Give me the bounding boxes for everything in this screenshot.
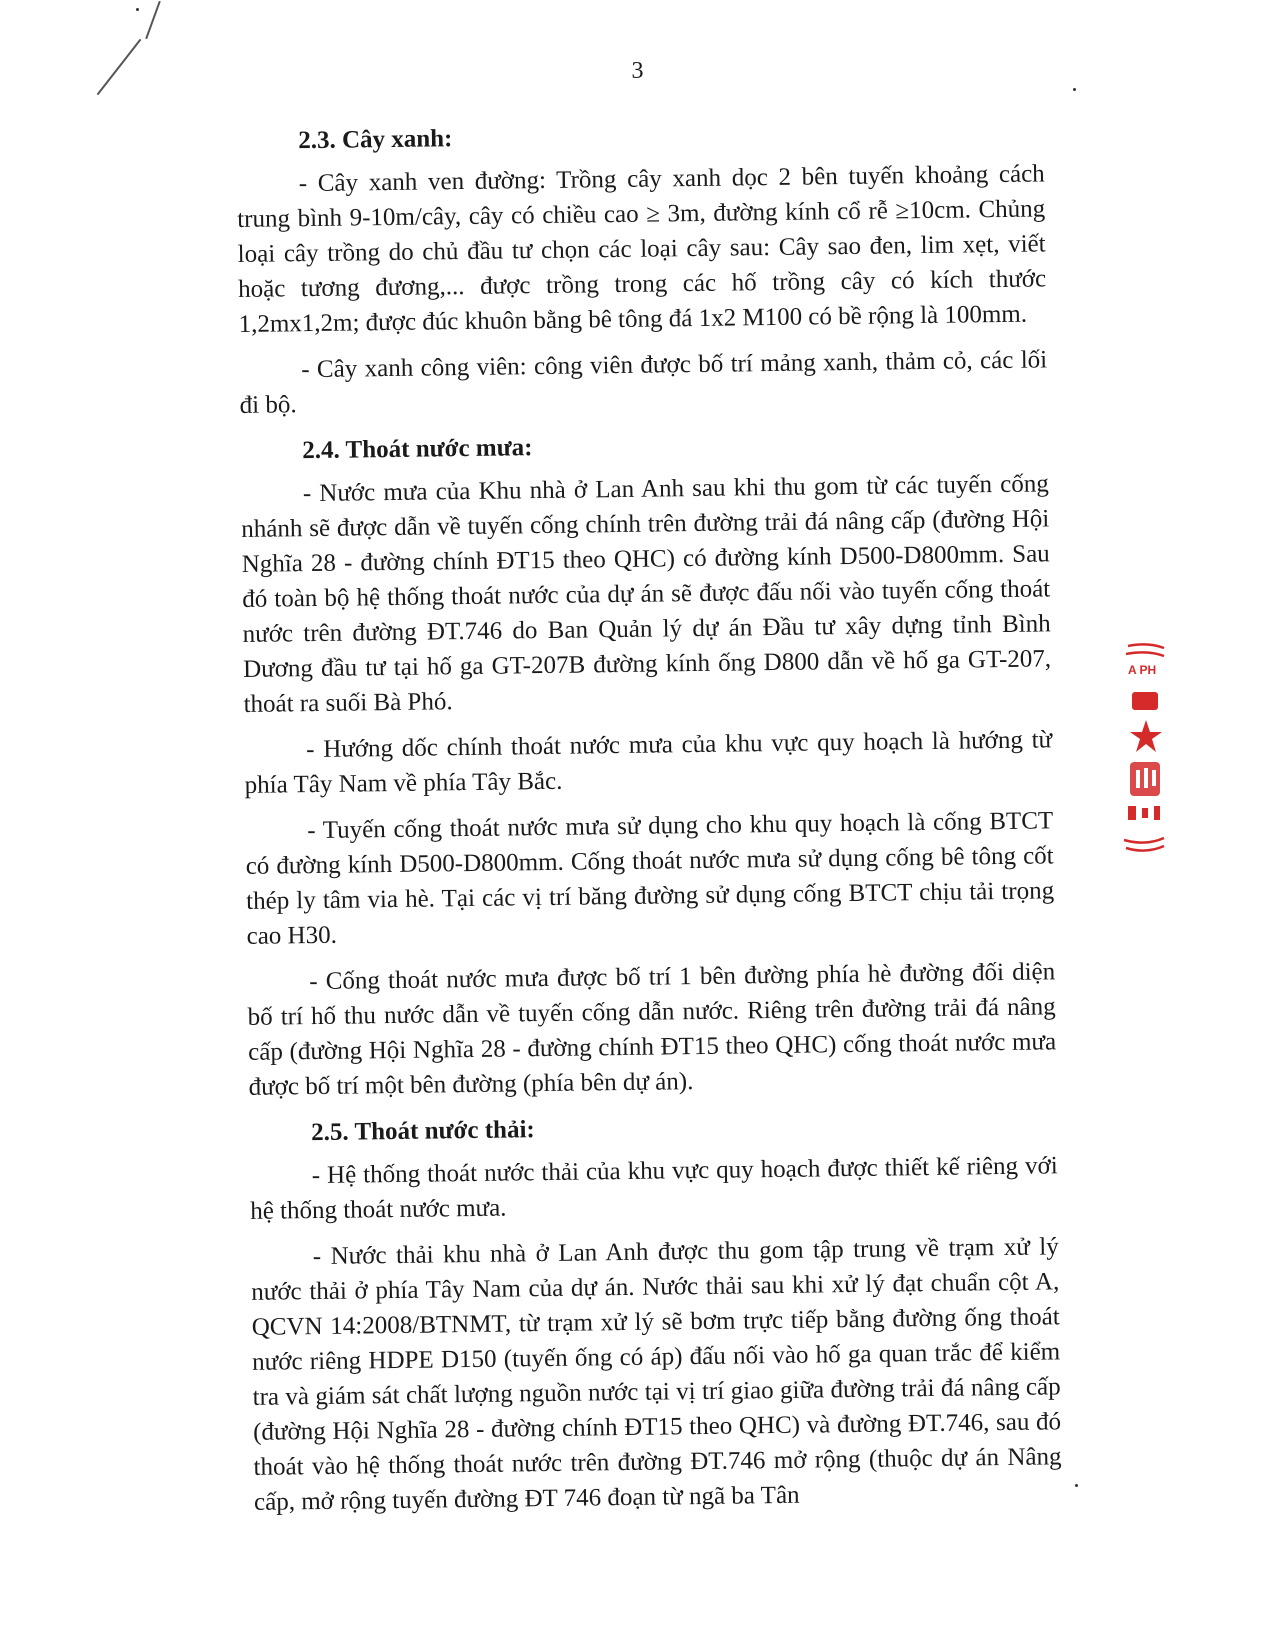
section-heading: 2.5. Thoát nước thải: (311, 1116, 535, 1147)
scan-dot (1075, 1484, 1078, 1487)
paragraph: - Nước thải khu nhà ở Lan Anh được thu gom tập trung về trạm xử lý nước thải ở phía Tây Nam của dự án. Nước thải sau khi xử lý đạt chuẩn cột A, QCVN 14:2008/BTNMT, từ trạm xử lý sẽ bơm trực tiếp bằng đường ống thoát nước riêng HDPE D150 (tuyến ống có áp) đấu nối vào hố ga quan trắc để kiểm tra và giám sát chất lượng nguồn nước tại vị trí giao giữa đường trải đá nâng cấp (đường Hội Nghĩa 28 - đường chính ĐT15 theo QHC) và đường ĐT.746, sau đó thoát vào hệ thống thoát nước trên đường ĐT.746 mở rộng (thuộc dự án Nâng cấp, mở rộng tuyến đường ĐT 746 đoạn từ ngã ba Tân (251, 1233, 1062, 1516)
scan-dot (136, 8, 139, 11)
svg-text:A PH: A PH (1128, 663, 1157, 677)
paragraph: - Cây xanh công viên: công viên được bố trí mảng xanh, thảm cỏ, các lối đi bộ. (239, 346, 1048, 419)
paragraph: - Cây xanh ven đường: Trồng cây xanh dọc 2 bên tuyến khoảng cách trung bình 9-10m/cây, cây có chiều cao ≥ 3m, đường kính cổ rễ ≥10cm. Chủng loại cây trồng do chủ đầu tư chọn các loại cây sau: Cây sao đen, lim xẹt, viết hoặc tương đương,... được trồng trong các hố trồng cây có kích thước 1,2mx1,2m; được đúc khuôn bằng bê tông đá 1x2 M100 có bề rộng là 100mm. (237, 160, 1047, 338)
section-heading: 2.3. Cây xanh: (298, 125, 453, 155)
paragraph: - Hệ thống thoát nước thải của khu vực quy hoạch được thiết kế riêng với hệ thống thoát nước mưa. (250, 1152, 1058, 1225)
scan-line-top-left-2 (145, 1, 161, 39)
red-seal-stamp (1118, 640, 1166, 860)
section-heading: 2.4. Thoát nước mưa: (302, 434, 533, 465)
paragraph: - Tuyến cống thoát nước mưa sử dụng cho khu quy hoạch là cống BTCT có đường kính D500-D800mm. Cống thoát nước mưa sử dụng cống bê tông cốt thép ly tâm via hè. Tại các vị trí băng đường sử dụng cống BTCT chịu tải trọng cao H30. (245, 807, 1055, 950)
paragraph: - Nước mưa của Khu nhà ở Lan Anh sau khi thu gom từ các tuyến cống nhánh sẽ được dẫn về tuyến cống chính trên đường trải đá nâng cấp (đường Hội Nghĩa 28 - đường chính ĐT15 theo QHC) có đường kính D500-D800mm. Sau đó toàn bộ hệ thống thoát nước của dự án sẽ được đấu nối vào tuyến cống thoát nước trên đường ĐT.746 do Ban Quản lý dự án Đầu tư xây dựng tỉnh Bình Dương đầu tư tại hố ga GT-207B đường kính ống D800 dẫn về hố ga GT-207, thoát ra suối Bà Phó. (241, 470, 1052, 718)
page-number: 3 (631, 58, 644, 84)
scan-dot (1073, 88, 1076, 91)
document-body (236, 113, 1062, 1530)
paragraph: - Cống thoát nước mưa được bố trí 1 bên đường phía hè đường đối diện bố trí hố thu nước dẫn về tuyến cống dẫn nước. Riêng trên đường trải đá nâng cấp (đường Hội Nghĩa 28 - đường chính ĐT15 theo QHC) cống thoát nước mưa được bố trí một bên đường (phía bên dự án). (247, 958, 1057, 1101)
section-cay-xanh (236, 113, 1048, 423)
paragraph: - Hướng dốc chính thoát nước mưa của khu vực quy hoạch là hướng từ phía Tây Nam về phía Tây Bắc. (244, 726, 1053, 799)
section-thoat-nuoc-thai (249, 1105, 1062, 1520)
section-thoat-nuoc-mua (240, 423, 1057, 1105)
